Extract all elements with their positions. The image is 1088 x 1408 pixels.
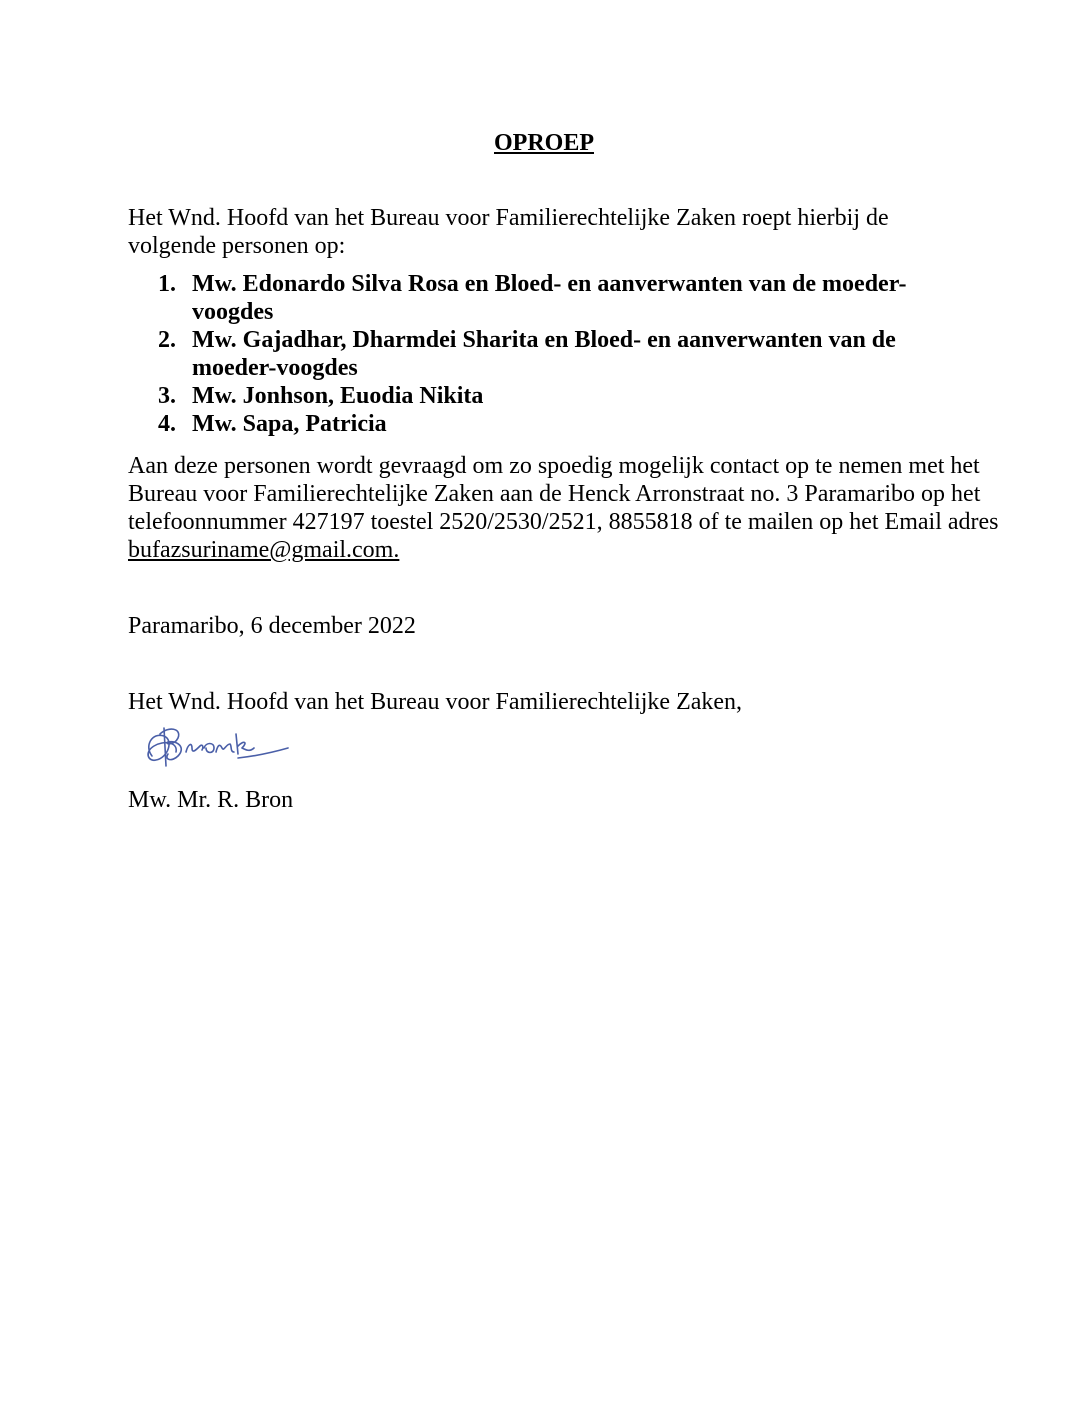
list-item-text: Mw. Jonhson, Euodia Nikita — [192, 383, 484, 409]
email-link[interactable]: bufazsuriname@gmail.com. — [128, 537, 400, 563]
list-item — [128, 410, 968, 438]
signature-image — [138, 722, 298, 774]
document-title: OPROEP — [494, 130, 594, 156]
list-item-number: 2. — [158, 327, 176, 353]
person-list — [128, 270, 968, 438]
intro-paragraph: Het Wnd. Hoofd van het Bureau voor Familierechtelijke Zaken roept hierbij de volgende personen op: — [128, 205, 889, 259]
list-item-number: 3. — [158, 383, 176, 409]
request-paragraph — [128, 452, 1008, 564]
list-item-text: Mw. Gajadhar, Dharmdei Sharita en Bloed- en aanverwanten van de moeder-voogdes — [192, 327, 896, 381]
signer-name: Mw. Mr. R. Bron — [128, 787, 294, 813]
date-line: Paramaribo, 6 december 2022 — [128, 613, 416, 639]
list-item — [128, 326, 968, 382]
closing-line: Het Wnd. Hoofd van het Bureau voor Familierechtelijke Zaken, — [128, 689, 743, 715]
list-item-text: Mw. Sapa, Patricia — [192, 411, 387, 437]
list-item-text: Mw. Edonardo Silva Rosa en Bloed- en aanverwanten van de moeder-voogdes — [192, 271, 907, 325]
request-text: Aan deze personen wordt gevraagd om zo spoedig mogelijk contact op te nemen met het Bureau voor Familierechtelijke Zaken aan de Henck Arronstraat no. 3 Paramaribo op het telefoonnummer 427197 toestel 2520/2530/2521, 8855818 of te mailen op het Email adres — [128, 453, 999, 535]
list-item — [128, 382, 968, 410]
list-item-number: 4. — [158, 411, 176, 437]
list-item — [128, 270, 968, 326]
list-item-number: 1. — [158, 271, 176, 297]
